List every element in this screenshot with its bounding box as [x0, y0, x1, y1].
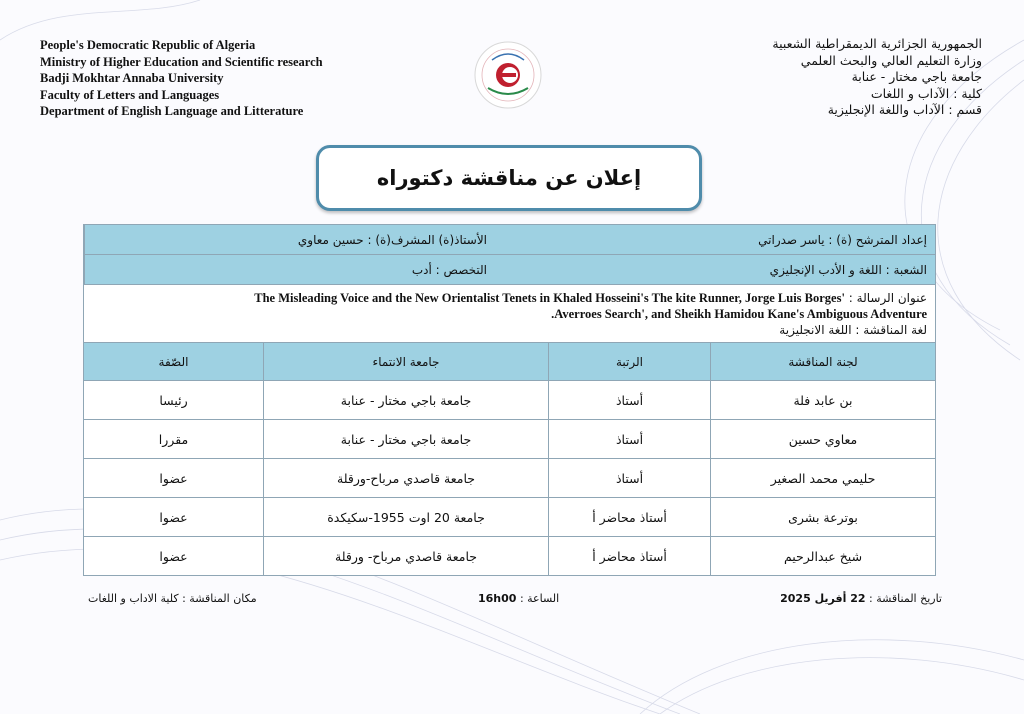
jury-row — [83, 381, 936, 420]
jury-university: جامعة 20 اوت 1955-سكيكدة — [263, 498, 548, 537]
thesis-cell — [84, 285, 935, 343]
thesis-label: عنوان الرسالة : — [848, 291, 927, 305]
branch-cell: الشعبة : اللغة و الأدب الإنجليزي — [495, 255, 935, 285]
specialty-cell: التخصص : أدب — [84, 255, 495, 285]
header-left-line: Badji Mokhtar Annaba University — [40, 71, 224, 85]
language-line: لغة المناقشة : اللغة الانجليزية — [779, 323, 927, 337]
jury-role: عضوا — [84, 537, 263, 576]
supervisor-cell: الأستاذ(ة) المشرف(ة) : حسين معاوي — [84, 225, 495, 255]
jury-role: مقررا — [84, 420, 263, 459]
jury-name: معاوي حسين — [710, 420, 935, 459]
jury-rank: أستاذ محاضر أ — [548, 498, 710, 537]
jury-role: رئيسا — [84, 381, 263, 420]
jury-name: شيخ عبدالرحيم — [710, 537, 935, 576]
jury-name: بن عابد فلة — [710, 381, 935, 420]
header-left-line: Department of English Language and Litterature — [40, 104, 304, 118]
info-row-candidate — [83, 224, 936, 255]
page-title: إعلان عن مناقشة دكتوراه — [316, 145, 702, 211]
jury-university: جامعة قاصدي مرباح-ورقلة — [263, 459, 548, 498]
header-right-block — [772, 36, 982, 119]
university-logo-icon — [470, 40, 546, 110]
defense-place: مكان المناقشة : كلية الاداب و اللغات — [88, 592, 257, 605]
header-left-line: People's Democratic Republic of Algeria — [40, 38, 256, 52]
jury-rank: أستاذ — [548, 381, 710, 420]
jury-header-name: لجنة المناقشة — [710, 343, 935, 381]
thesis-title-line2: Averroes Search', and Sheikh Hamidou Kane's Ambiguous Adventure. — [551, 307, 927, 321]
jury-rank: أستاذ — [548, 459, 710, 498]
jury-name: بوترعة بشرى — [710, 498, 935, 537]
defense-time — [478, 592, 559, 605]
thesis-title-line1: 'The Misleading Voice and the New Orientalist Tenets in Khaled Hosseini's The kite Runner, Jorge Luis Borges — [254, 291, 845, 305]
jury-role: عضوا — [84, 459, 263, 498]
jury-header-rank: الرتبة — [548, 343, 710, 381]
jury-rank: أستاذ محاضر أ — [548, 537, 710, 576]
date-label: تاريخ المناقشة : — [869, 592, 942, 605]
candidate-cell: إعداد المترشح (ة) : ياسر صدراتي — [495, 225, 935, 255]
time-value: 16h00 — [478, 592, 517, 605]
time-label: الساعة : — [519, 592, 560, 605]
header-left-line: Faculty of Letters and Languages — [40, 87, 220, 102]
jury-row — [83, 420, 936, 459]
jury-header-row — [83, 343, 936, 381]
jury-university: جامعة قاصدي مرباح- ورقلة — [263, 537, 548, 576]
jury-university: جامعة باجي مختار - عنابة — [263, 420, 548, 459]
info-row-branch — [83, 255, 936, 285]
jury-role: عضوا — [84, 498, 263, 537]
defense-date — [780, 592, 942, 605]
header-right-line: وزارة التعليم العالي والبحث العلمي — [800, 52, 982, 68]
date-value: 22 أفريل 2025 — [780, 592, 866, 605]
header-left-block — [40, 37, 323, 120]
jury-name: حليمي محمد الصغير — [710, 459, 935, 498]
header-right-line: قسم : الآداب واللغة الإنجليزية — [827, 102, 982, 117]
jury-university: جامعة باجي مختار - عنابة — [263, 381, 548, 420]
jury-row — [83, 537, 936, 576]
header-right-line: جامعة باجي مختار - عنابة — [851, 69, 982, 84]
header-left-line: Ministry of Higher Education and Scientific research — [40, 54, 323, 69]
header-right-line: كلية : الآداب و اللغات — [870, 85, 982, 101]
jury-row — [83, 459, 936, 498]
header-right-line: الجمهورية الجزائرية الديمقراطية الشعبية — [772, 36, 982, 51]
jury-header-university: جامعة الانتماء — [263, 343, 548, 381]
jury-rank: أستاذ — [548, 420, 710, 459]
thesis-row — [83, 285, 936, 343]
jury-row — [83, 498, 936, 537]
defense-table — [83, 224, 936, 576]
jury-header-role: الصّفة — [84, 343, 263, 381]
